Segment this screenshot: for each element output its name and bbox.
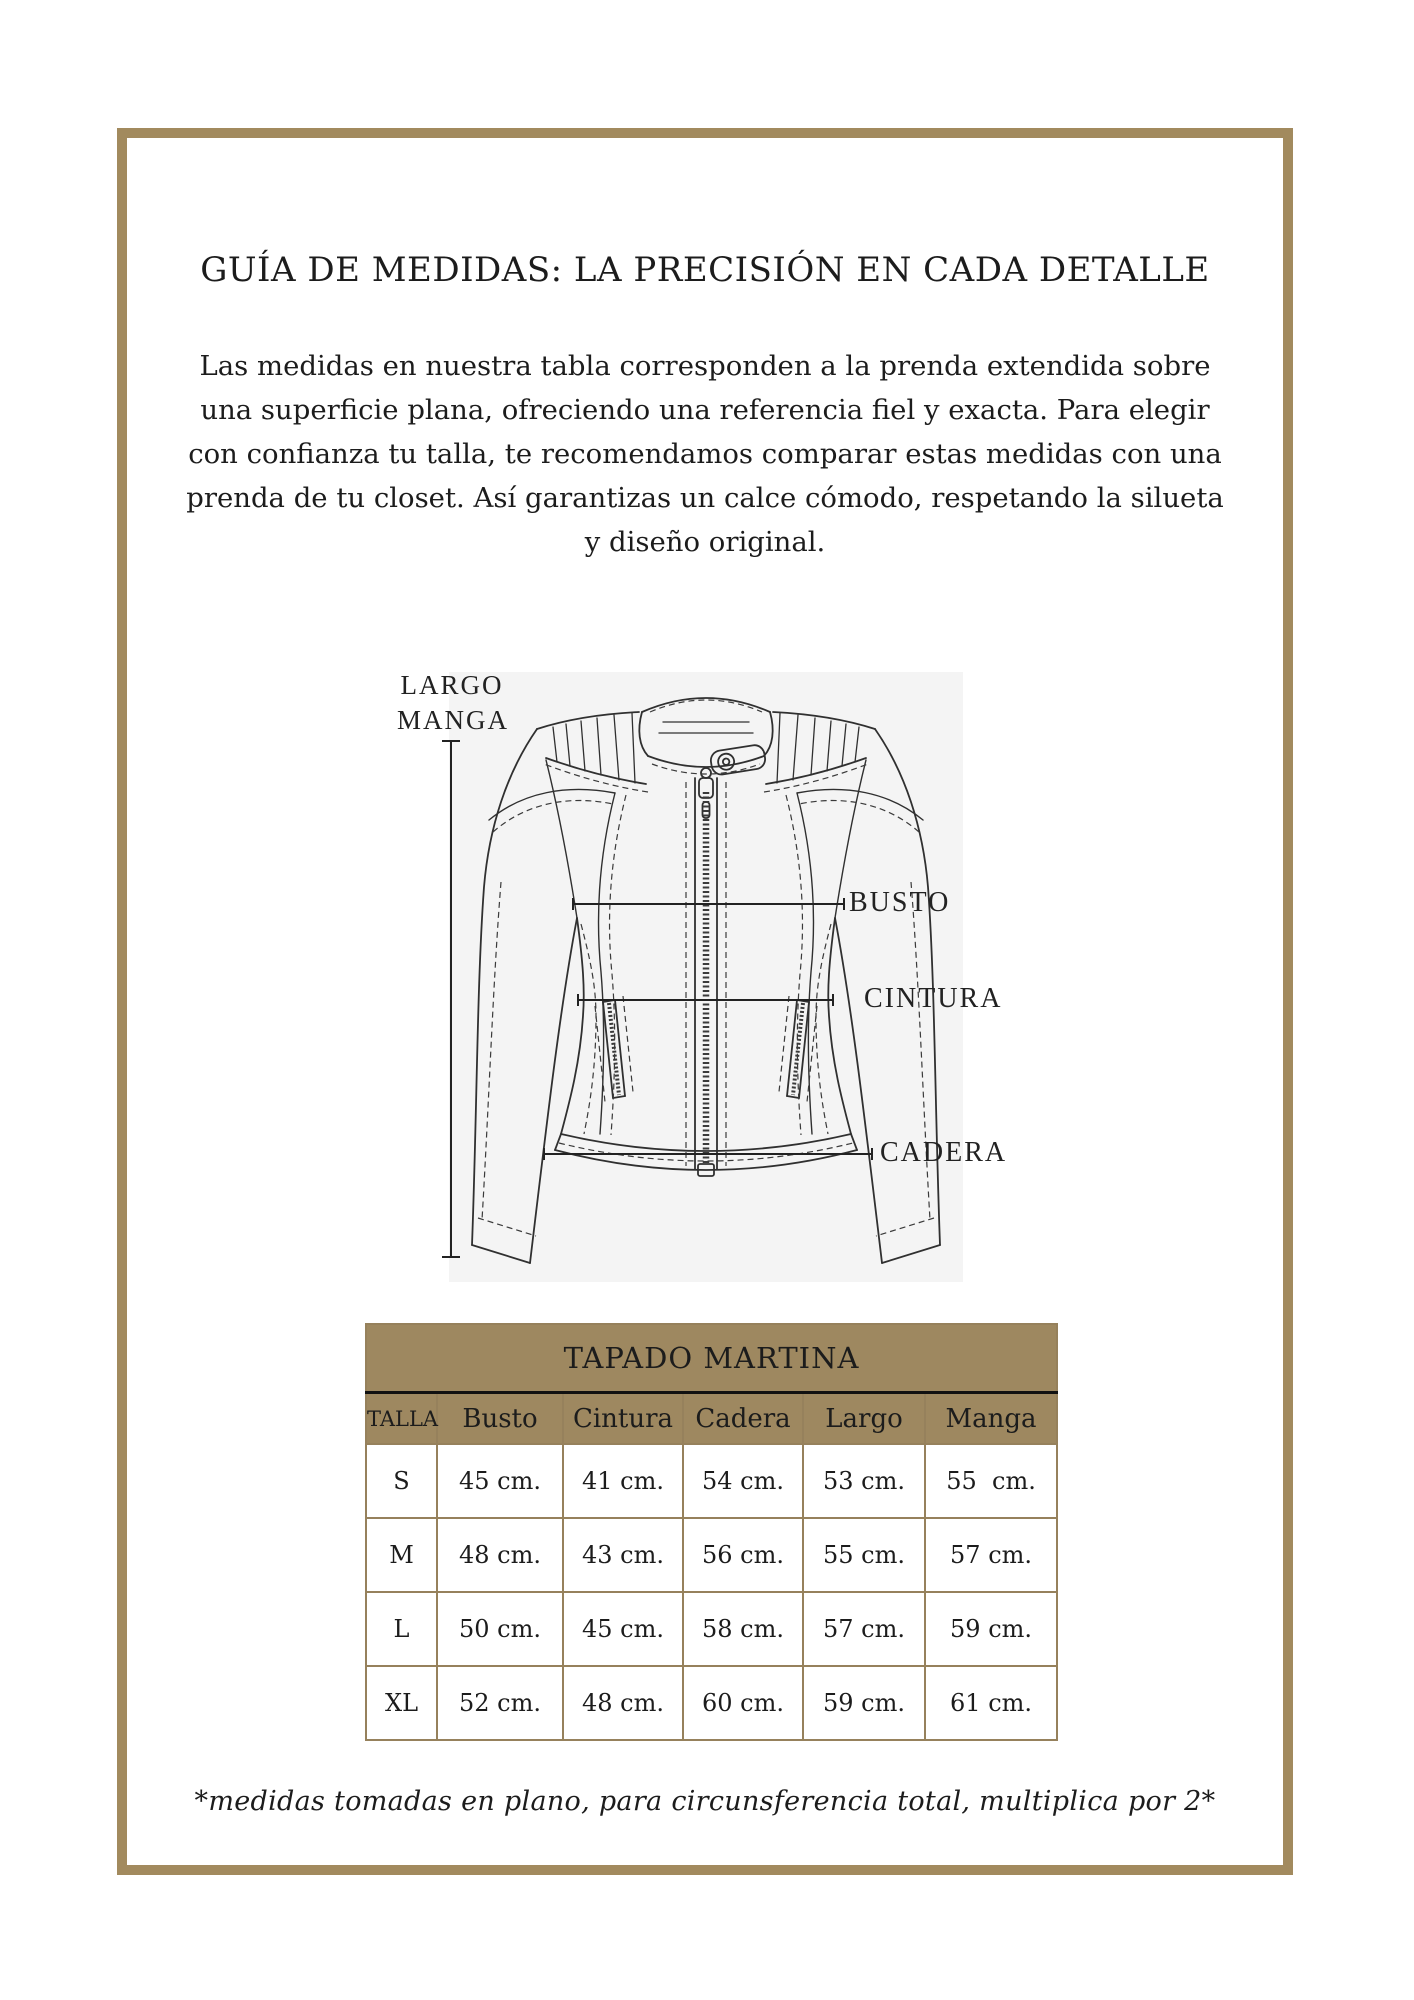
column-header-manga: Manga (925, 1393, 1057, 1445)
measurement-cell: 55 cm. (803, 1518, 925, 1592)
measurement-cell: 60 cm. (683, 1666, 803, 1740)
measurement-cell: 48 cm. (563, 1666, 683, 1740)
size-table (365, 1323, 1056, 1741)
size-label-cell: L (366, 1592, 437, 1666)
measurement-cell: 48 cm. (437, 1518, 563, 1592)
table-header-row (366, 1393, 1057, 1445)
waist-measure-line (577, 999, 834, 1001)
measurement-footnote: *medidas tomadas en plano, para circunsferencia total, multiplica por 2* (194, 1786, 1216, 1817)
column-header-largo: Largo (803, 1393, 925, 1445)
column-header-cintura: Cintura (563, 1393, 683, 1445)
column-header-busto: Busto (437, 1393, 563, 1445)
size-label-cell: M (366, 1518, 437, 1592)
column-header-cadera: Cadera (683, 1393, 803, 1445)
waist-label: CINTURA (864, 983, 1003, 1014)
size-table-title: TAPADO MARTINA (366, 1324, 1057, 1393)
page-frame (117, 128, 1293, 1875)
page-title: GUÍA DE MEDIDAS: LA PRECISIÓN EN CADA DETALLE (200, 250, 1210, 290)
measurement-cell: 61 cm. (925, 1666, 1057, 1740)
measurement-cell: 53 cm. (803, 1444, 925, 1518)
measurement-cell: 59 cm. (803, 1666, 925, 1740)
measurement-cell: 41 cm. (563, 1444, 683, 1518)
measurement-cell: 59 cm. (925, 1592, 1057, 1666)
measurement-cell: 57 cm. (925, 1518, 1057, 1592)
jacket-technical-drawing-icon (449, 672, 963, 1282)
jacket-figure (449, 672, 963, 1282)
intro-line: Las medidas en nuestra tabla corresponden a la prenda extendida sobre (199, 350, 1211, 382)
measurement-cell: 55 cm. (925, 1444, 1057, 1518)
sleeve-length-label-line2: MANGA (397, 705, 510, 735)
measurement-cell: 54 cm. (683, 1444, 803, 1518)
sleeve-length-measure-line (450, 740, 452, 1258)
table-row (366, 1592, 1057, 1666)
bust-label: BUSTO (849, 887, 951, 918)
measurement-cell: 50 cm. (437, 1592, 563, 1666)
sleeve-length-label (397, 668, 510, 738)
measurement-cell: 58 cm. (683, 1592, 803, 1666)
bust-measure-line (572, 903, 845, 905)
hip-measure-line (543, 1153, 873, 1155)
size-table-grid (365, 1323, 1058, 1741)
intro-line: y diseño original. (584, 526, 826, 558)
measurement-cell: 52 cm. (437, 1666, 563, 1740)
measurement-cell: 56 cm. (683, 1518, 803, 1592)
table-row (366, 1444, 1057, 1518)
column-header-talla: TALLA (366, 1393, 437, 1445)
measurement-cell: 57 cm. (803, 1592, 925, 1666)
sleeve-length-label-line1: LARGO (400, 670, 504, 700)
table-row (366, 1666, 1057, 1740)
size-label-cell: XL (366, 1666, 437, 1740)
table-title-row (366, 1324, 1057, 1393)
intro-paragraph (127, 344, 1283, 564)
measurement-diagram (127, 668, 1283, 1328)
intro-line: prenda de tu closet. Así garantizas un calce cómodo, respetando la silueta (186, 482, 1224, 514)
hip-label: CADERA (880, 1137, 1008, 1168)
table-row (366, 1518, 1057, 1592)
intro-line: con confianza tu talla, te recomendamos comparar estas medidas con una (188, 438, 1222, 470)
intro-line: una superficie plana, ofreciendo una referencia fiel y exacta. Para elegir (200, 394, 1210, 426)
measurement-cell: 43 cm. (563, 1518, 683, 1592)
measurement-cell: 45 cm. (563, 1592, 683, 1666)
size-label-cell: S (366, 1444, 437, 1518)
measurement-cell: 45 cm. (437, 1444, 563, 1518)
